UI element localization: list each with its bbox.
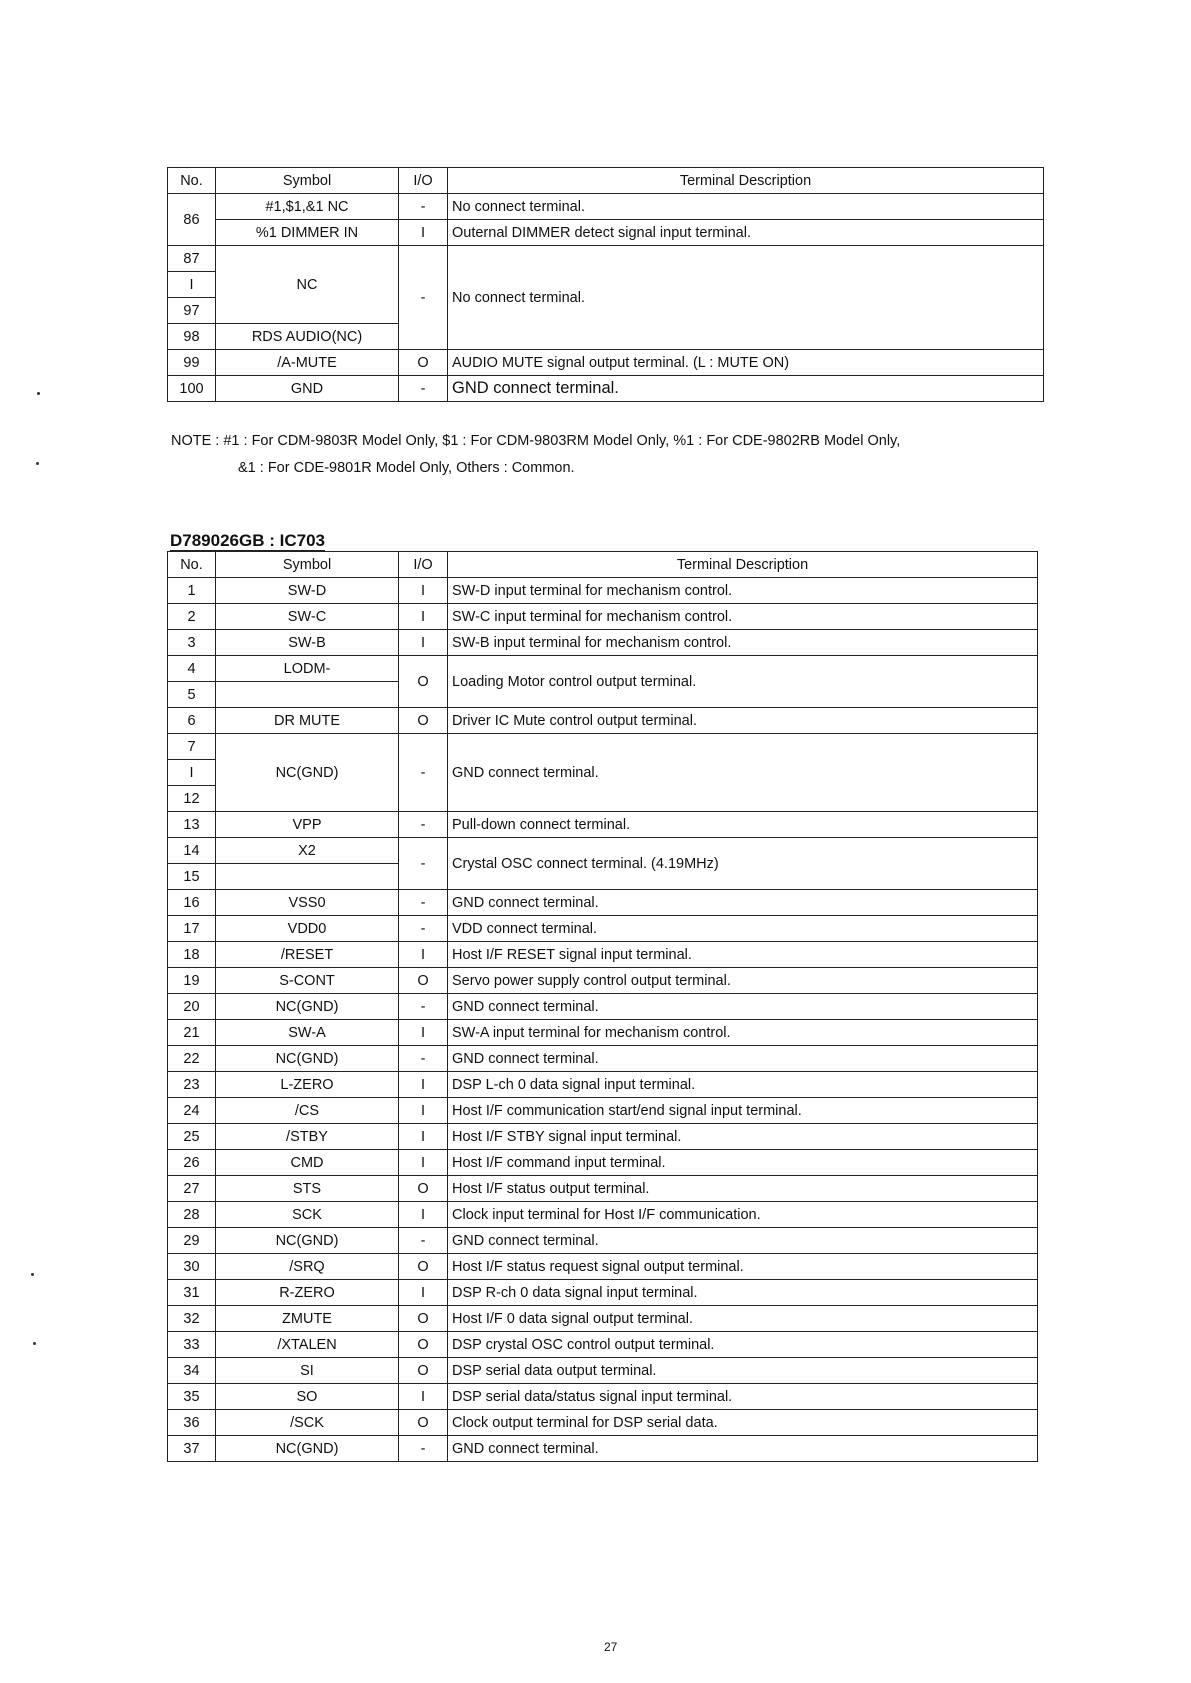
pin-symbol: SI (216, 1358, 399, 1384)
pin-symbol: /SCK (216, 1410, 399, 1436)
pin-io: - (399, 246, 448, 350)
pin-no: 34 (168, 1358, 216, 1384)
pin-io: O (399, 968, 448, 994)
pin-no: 86 (168, 194, 216, 246)
pin-description: DSP serial data/status signal input terminal. (448, 1384, 1038, 1410)
pin-description: Driver IC Mute control output terminal. (448, 708, 1038, 734)
pin-io: I (399, 1202, 448, 1228)
pin-io: I (399, 578, 448, 604)
pin-description: AUDIO MUTE signal output terminal. (L : MUTE ON) (448, 350, 1044, 376)
pin-io: I (399, 1020, 448, 1046)
table-row (168, 1332, 1038, 1358)
pin-symbol: DR MUTE (216, 708, 399, 734)
table-row (168, 1098, 1038, 1124)
pin-description: Outernal DIMMER detect signal input terminal. (448, 220, 1044, 246)
pin-symbol: NC(GND) (216, 994, 399, 1020)
table-row (168, 916, 1038, 942)
pin-symbol: X2 (216, 838, 399, 864)
pin-description: SW-D input terminal for mechanism control. (448, 578, 1038, 604)
pin-description: Host I/F RESET signal input terminal. (448, 942, 1038, 968)
pin-symbol: /XTALEN (216, 1332, 399, 1358)
pin-description: Host I/F 0 data signal output terminal. (448, 1306, 1038, 1332)
pin-io: O (399, 350, 448, 376)
pin-io: O (399, 1410, 448, 1436)
pin-description: GND connect terminal. (448, 994, 1038, 1020)
scan-speck (37, 392, 40, 395)
table-row (168, 194, 1044, 220)
pin-table-ic703 (167, 551, 1038, 1462)
pin-description: Loading Motor control output terminal. (448, 656, 1038, 708)
pin-io: I (399, 220, 448, 246)
pin-description: Clock output terminal for DSP serial data. (448, 1410, 1038, 1436)
pin-description: DSP crystal OSC control output terminal. (448, 1332, 1038, 1358)
pin-symbol: L-ZERO (216, 1072, 399, 1098)
table-row (168, 1124, 1038, 1150)
page-number: 27 (604, 1640, 618, 1654)
table-row (168, 1254, 1038, 1280)
pin-symbol: /CS (216, 1098, 399, 1124)
table-row (168, 1176, 1038, 1202)
pin-no: 22 (168, 1046, 216, 1072)
pin-no: 19 (168, 968, 216, 994)
table-row (168, 656, 1038, 682)
pin-symbol: NC (216, 246, 399, 324)
table-row (168, 734, 1038, 760)
pin-symbol: VDD0 (216, 916, 399, 942)
pin-description: GND connect terminal. (448, 376, 1044, 402)
header-no: No. (168, 552, 216, 578)
table-row (168, 1410, 1038, 1436)
pin-io: I (399, 1072, 448, 1098)
pin-io: - (399, 376, 448, 402)
pin-no: 37 (168, 1436, 216, 1462)
pin-io: O (399, 1176, 448, 1202)
pin-description: GND connect terminal. (448, 1228, 1038, 1254)
pin-io: - (399, 194, 448, 220)
table-row (168, 942, 1038, 968)
pin-no: 5 (168, 682, 216, 708)
pin-description: Host I/F command input terminal. (448, 1150, 1038, 1176)
table-header-row (168, 552, 1038, 578)
pin-symbol: SW-C (216, 604, 399, 630)
table-row (168, 1150, 1038, 1176)
pin-range-marker: I (168, 272, 216, 298)
header-io: I/O (399, 552, 448, 578)
pin-description: Pull-down connect terminal. (448, 812, 1038, 838)
pin-io: O (399, 1358, 448, 1384)
header-no: No. (168, 168, 216, 194)
ic-section-title: D789026GB : IC703 (170, 531, 325, 550)
table-row (168, 246, 1044, 272)
table-row (168, 1306, 1038, 1332)
pin-symbol: /A-MUTE (216, 350, 399, 376)
pin-symbol: #1,$1,&1 NC (216, 194, 399, 220)
pin-symbol: SCK (216, 1202, 399, 1228)
pin-no: 31 (168, 1280, 216, 1306)
pin-symbol: GND (216, 376, 399, 402)
pin-no: 36 (168, 1410, 216, 1436)
pin-no: 17 (168, 916, 216, 942)
pin-symbol: NC(GND) (216, 1228, 399, 1254)
pin-table-continued (167, 167, 1044, 402)
header-io: I/O (399, 168, 448, 194)
pin-no: 25 (168, 1124, 216, 1150)
pin-io: O (399, 1306, 448, 1332)
table-row (168, 812, 1038, 838)
pin-symbol: VSS0 (216, 890, 399, 916)
table-row (168, 994, 1038, 1020)
pin-description: Host I/F status request signal output terminal. (448, 1254, 1038, 1280)
table-row (168, 350, 1044, 376)
pin-description: Crystal OSC connect terminal. (4.19MHz) (448, 838, 1038, 890)
pin-symbol: R-ZERO (216, 1280, 399, 1306)
pin-no: 15 (168, 864, 216, 890)
table-row (168, 1202, 1038, 1228)
pin-no: 24 (168, 1098, 216, 1124)
table-row (168, 1020, 1038, 1046)
pin-symbol: NC(GND) (216, 1046, 399, 1072)
pin-io: - (399, 1228, 448, 1254)
pin-io: - (399, 1436, 448, 1462)
pin-symbol: RDS AUDIO(NC) (216, 324, 399, 350)
pin-description: DSP serial data output terminal. (448, 1358, 1038, 1384)
pin-no: 6 (168, 708, 216, 734)
pin-no: 33 (168, 1332, 216, 1358)
pin-no: 28 (168, 1202, 216, 1228)
pin-description: GND connect terminal. (448, 1046, 1038, 1072)
table-row (168, 708, 1038, 734)
pin-description: DSP L-ch 0 data signal input terminal. (448, 1072, 1038, 1098)
pin-no: 3 (168, 630, 216, 656)
pin-description: GND connect terminal. (448, 890, 1038, 916)
pin-no: 29 (168, 1228, 216, 1254)
pin-no: 30 (168, 1254, 216, 1280)
pin-io: I (399, 604, 448, 630)
scan-speck (31, 1273, 34, 1276)
pin-description: No connect terminal. (448, 194, 1044, 220)
table-row (168, 376, 1044, 402)
pin-no: 100 (168, 376, 216, 402)
pin-symbol: VPP (216, 812, 399, 838)
pin-io: - (399, 734, 448, 812)
pin-description: Host I/F communication start/end signal input terminal. (448, 1098, 1038, 1124)
pin-no: 7 (168, 734, 216, 760)
header-description: Terminal Description (448, 552, 1038, 578)
pin-io: - (399, 1046, 448, 1072)
pin-symbol: S-CONT (216, 968, 399, 994)
pin-description: Servo power supply control output terminal. (448, 968, 1038, 994)
pin-description: GND connect terminal. (448, 1436, 1038, 1462)
header-symbol: Symbol (216, 168, 399, 194)
pin-io: I (399, 1150, 448, 1176)
pin-no: 13 (168, 812, 216, 838)
pin-no: 2 (168, 604, 216, 630)
table-row (168, 604, 1038, 630)
table-row (168, 1280, 1038, 1306)
pin-symbol: NC(GND) (216, 734, 399, 812)
table-row (168, 1228, 1038, 1254)
pin-symbol: SO (216, 1384, 399, 1410)
pin-description: VDD connect terminal. (448, 916, 1038, 942)
pin-no: 21 (168, 1020, 216, 1046)
table-row (168, 1436, 1038, 1462)
pin-symbol: STS (216, 1176, 399, 1202)
note-line-2: &1 : For CDE-9801R Model Only, Others : Common. (238, 460, 575, 476)
pin-io: - (399, 838, 448, 890)
pin-no: 14 (168, 838, 216, 864)
pin-io: I (399, 1280, 448, 1306)
pin-no: 1 (168, 578, 216, 604)
pin-io: O (399, 1254, 448, 1280)
header-symbol: Symbol (216, 552, 399, 578)
table-row (168, 838, 1038, 864)
pin-description: GND connect terminal. (448, 734, 1038, 812)
table-row (168, 1072, 1038, 1098)
pin-description: Clock input terminal for Host I/F communication. (448, 1202, 1038, 1228)
pin-description: SW-A input terminal for mechanism control. (448, 1020, 1038, 1046)
pin-description: Host I/F STBY signal input terminal. (448, 1124, 1038, 1150)
pin-no: 98 (168, 324, 216, 350)
pin-symbol: /SRQ (216, 1254, 399, 1280)
pin-symbol: /STBY (216, 1124, 399, 1150)
pin-symbol: ZMUTE (216, 1306, 399, 1332)
pin-no: 87 (168, 246, 216, 272)
pin-symbol: SW-A (216, 1020, 399, 1046)
pin-no: 35 (168, 1384, 216, 1410)
pin-description: DSP R-ch 0 data signal input terminal. (448, 1280, 1038, 1306)
pin-io: I (399, 1124, 448, 1150)
table-header-row (168, 168, 1044, 194)
pin-no: 20 (168, 994, 216, 1020)
pin-symbol: CMD (216, 1150, 399, 1176)
pin-no: 18 (168, 942, 216, 968)
pin-no: 16 (168, 890, 216, 916)
pin-no: 12 (168, 786, 216, 812)
pin-symbol: LODM- (216, 656, 399, 682)
pin-symbol: /RESET (216, 942, 399, 968)
table-row (168, 1046, 1038, 1072)
pin-io: I (399, 1384, 448, 1410)
pin-no: 27 (168, 1176, 216, 1202)
table-row (168, 578, 1038, 604)
pin-symbol: NC(GND) (216, 1436, 399, 1462)
pin-symbol: SW-D (216, 578, 399, 604)
pin-description: SW-B input terminal for mechanism control. (448, 630, 1038, 656)
pin-no: 23 (168, 1072, 216, 1098)
pin-io: O (399, 1332, 448, 1358)
table-row (168, 1384, 1038, 1410)
pin-no: 4 (168, 656, 216, 682)
table-row (168, 890, 1038, 916)
pin-io: O (399, 656, 448, 708)
model-note (171, 428, 900, 482)
pin-io: I (399, 630, 448, 656)
pin-symbol: %1 DIMMER IN (216, 220, 399, 246)
pin-description: SW-C input terminal for mechanism control. (448, 604, 1038, 630)
pin-io: I (399, 1098, 448, 1124)
pin-range-marker: I (168, 760, 216, 786)
scan-speck (36, 462, 39, 465)
pin-io: O (399, 708, 448, 734)
pin-io: I (399, 942, 448, 968)
pin-io: - (399, 812, 448, 838)
pin-description: Host I/F status output terminal. (448, 1176, 1038, 1202)
pin-io: - (399, 994, 448, 1020)
pin-io: - (399, 916, 448, 942)
note-line-1: NOTE : #1 : For CDM-9803R Model Only, $1 : For CDM-9803RM Model Only, %1 : For CDE-9802RB Model Only, (171, 433, 901, 449)
table-row (168, 630, 1038, 656)
pin-no: 26 (168, 1150, 216, 1176)
table-row (168, 1358, 1038, 1384)
scan-speck (33, 1342, 36, 1345)
pin-symbol: SW-B (216, 630, 399, 656)
pin-no: 97 (168, 298, 216, 324)
table-row (168, 968, 1038, 994)
pin-io: - (399, 890, 448, 916)
table-row (168, 220, 1044, 246)
header-description: Terminal Description (448, 168, 1044, 194)
pin-no: 32 (168, 1306, 216, 1332)
pin-table-body (168, 578, 1038, 1462)
pin-description: No connect terminal. (448, 246, 1044, 350)
pin-no: 99 (168, 350, 216, 376)
